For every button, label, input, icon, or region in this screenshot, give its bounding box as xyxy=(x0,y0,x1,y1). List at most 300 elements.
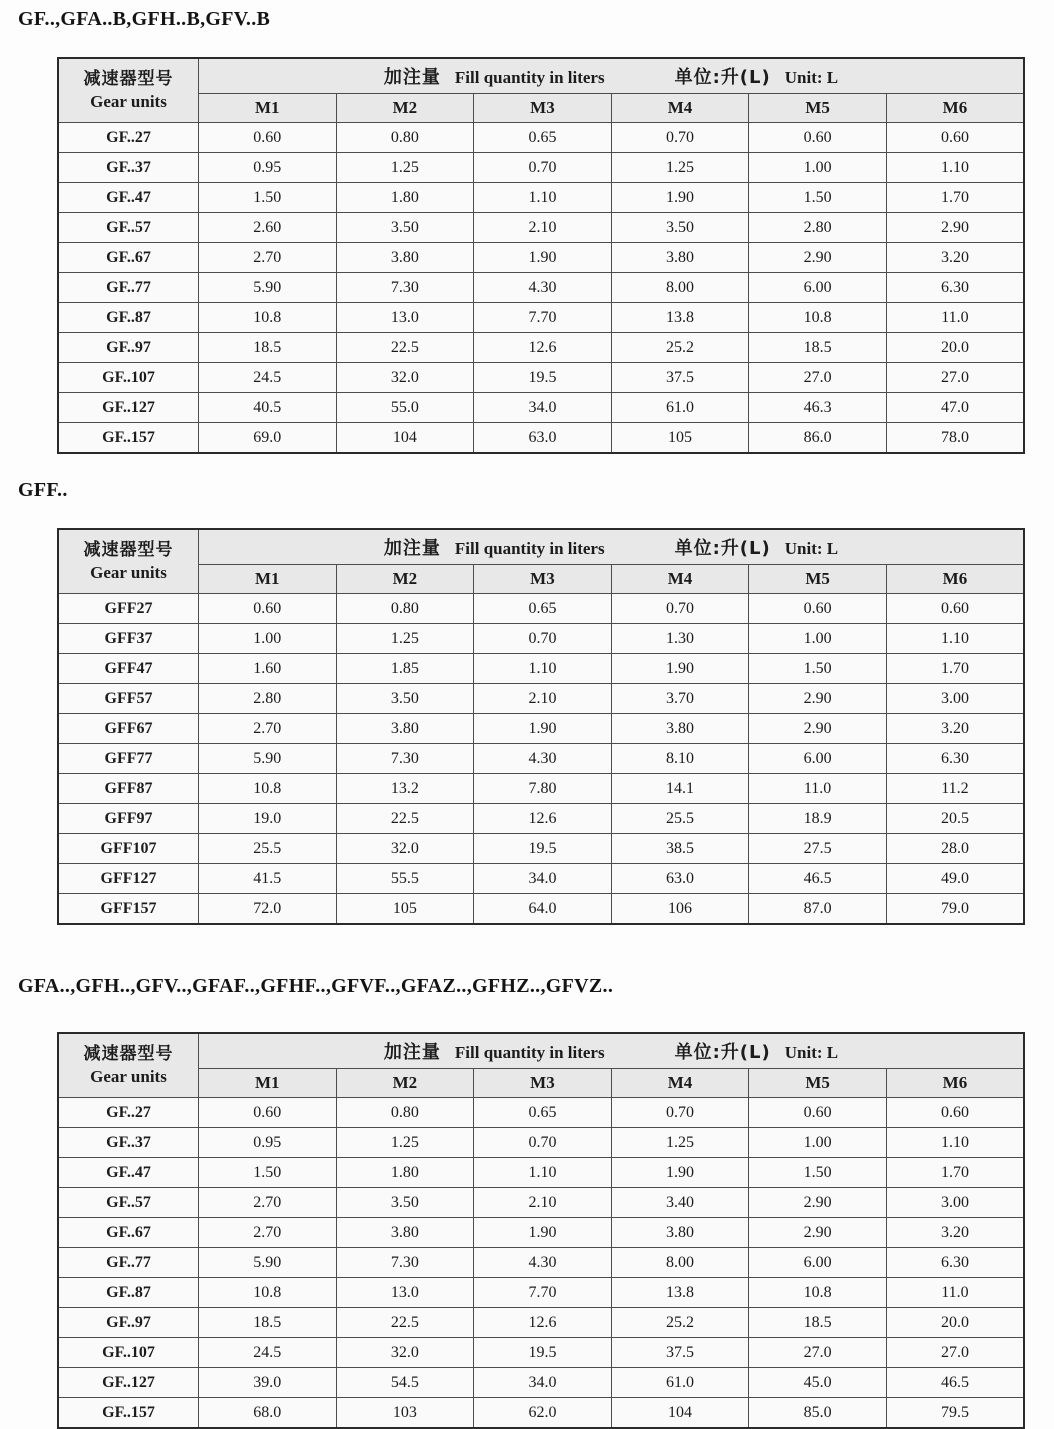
value-cell: 20.5 xyxy=(886,804,1024,834)
model-cell: GFF97 xyxy=(58,804,199,834)
value-cell: 0.60 xyxy=(749,594,887,624)
model-cell: GF..67 xyxy=(58,243,199,273)
model-cell: GF..27 xyxy=(58,1098,199,1128)
column-header: M3 xyxy=(474,565,612,594)
table-row xyxy=(58,744,1024,774)
value-cell: 1.50 xyxy=(749,183,887,213)
value-cell: 27.0 xyxy=(749,363,887,393)
value-cell: 6.00 xyxy=(749,744,887,774)
gear-units-header xyxy=(58,1033,199,1098)
value-cell: 4.30 xyxy=(474,273,612,303)
model-cell: GFF27 xyxy=(58,594,199,624)
value-cell: 7.30 xyxy=(336,273,474,303)
value-cell: 12.6 xyxy=(474,804,612,834)
value-cell: 79.5 xyxy=(886,1398,1024,1429)
value-cell: 3.80 xyxy=(336,1218,474,1248)
table-row xyxy=(58,1338,1024,1368)
value-cell: 34.0 xyxy=(474,393,612,423)
value-cell: 6.30 xyxy=(886,273,1024,303)
value-cell: 47.0 xyxy=(886,393,1024,423)
value-cell: 46.5 xyxy=(886,1368,1024,1398)
model-cell: GF..107 xyxy=(58,1338,199,1368)
value-cell: 45.0 xyxy=(749,1368,887,1398)
value-cell: 19.0 xyxy=(199,804,337,834)
model-cell: GF..87 xyxy=(58,1278,199,1308)
value-cell: 2.10 xyxy=(474,1188,612,1218)
column-header: M6 xyxy=(886,1069,1024,1098)
value-cell: 72.0 xyxy=(199,894,337,925)
value-cell: 3.50 xyxy=(336,684,474,714)
model-cell: GF..47 xyxy=(58,183,199,213)
model-cell: GF..77 xyxy=(58,273,199,303)
value-cell: 3.00 xyxy=(886,1188,1024,1218)
column-header: M3 xyxy=(474,94,612,123)
model-cell: GF..87 xyxy=(58,303,199,333)
value-cell: 32.0 xyxy=(336,834,474,864)
value-cell: 1.80 xyxy=(336,1158,474,1188)
value-cell: 2.70 xyxy=(199,1188,337,1218)
value-cell: 41.5 xyxy=(199,864,337,894)
value-cell: 78.0 xyxy=(886,423,1024,454)
value-cell: 7.30 xyxy=(336,1248,474,1278)
value-cell: 22.5 xyxy=(336,804,474,834)
table-row xyxy=(58,864,1024,894)
value-cell: 13.8 xyxy=(611,303,749,333)
value-cell: 25.2 xyxy=(611,333,749,363)
value-cell: 6.00 xyxy=(749,1248,887,1278)
value-cell: 1.25 xyxy=(336,624,474,654)
fill-quantity-header xyxy=(199,58,1025,94)
value-cell: 27.5 xyxy=(749,834,887,864)
value-cell: 0.95 xyxy=(199,153,337,183)
value-cell: 0.60 xyxy=(749,123,887,153)
model-cell: GFF57 xyxy=(58,684,199,714)
value-cell: 3.50 xyxy=(611,213,749,243)
value-cell: 1.60 xyxy=(199,654,337,684)
value-cell: 2.90 xyxy=(749,1188,887,1218)
value-cell: 38.5 xyxy=(611,834,749,864)
table-row xyxy=(58,594,1024,624)
value-cell: 32.0 xyxy=(336,1338,474,1368)
value-cell: 37.5 xyxy=(611,1338,749,1368)
value-cell: 69.0 xyxy=(199,423,337,454)
value-cell: 3.80 xyxy=(611,1218,749,1248)
column-header: M5 xyxy=(749,94,887,123)
value-cell: 0.70 xyxy=(474,624,612,654)
value-cell: 105 xyxy=(336,894,474,925)
value-cell: 2.80 xyxy=(199,684,337,714)
value-cell: 3.50 xyxy=(336,213,474,243)
table-row xyxy=(58,1158,1024,1188)
value-cell: 2.90 xyxy=(749,714,887,744)
value-cell: 2.70 xyxy=(199,1218,337,1248)
value-cell: 25.5 xyxy=(199,834,337,864)
value-cell: 1.30 xyxy=(611,624,749,654)
table-row xyxy=(58,1248,1024,1278)
value-cell: 0.80 xyxy=(336,594,474,624)
value-cell: 61.0 xyxy=(611,1368,749,1398)
value-cell: 85.0 xyxy=(749,1398,887,1429)
table-row xyxy=(58,303,1024,333)
value-cell: 87.0 xyxy=(749,894,887,925)
value-cell: 3.20 xyxy=(886,1218,1024,1248)
value-cell: 1.25 xyxy=(336,153,474,183)
column-header: M2 xyxy=(336,565,474,594)
model-cell: GFF107 xyxy=(58,834,199,864)
value-cell: 1.25 xyxy=(611,153,749,183)
value-cell: 63.0 xyxy=(611,864,749,894)
value-cell: 28.0 xyxy=(886,834,1024,864)
value-cell: 0.70 xyxy=(611,594,749,624)
value-cell: 13.8 xyxy=(611,1278,749,1308)
value-cell: 46.3 xyxy=(749,393,887,423)
table-row xyxy=(58,333,1024,363)
value-cell: 3.20 xyxy=(886,714,1024,744)
fill-quantity-table xyxy=(57,57,1025,454)
value-cell: 64.0 xyxy=(474,894,612,925)
value-cell: 18.5 xyxy=(199,1308,337,1338)
value-cell: 0.60 xyxy=(749,1098,887,1128)
value-cell: 11.0 xyxy=(886,303,1024,333)
value-cell: 1.90 xyxy=(611,183,749,213)
value-cell: 105 xyxy=(611,423,749,454)
value-cell: 0.60 xyxy=(199,123,337,153)
value-cell: 3.50 xyxy=(336,1188,474,1218)
value-cell: 104 xyxy=(336,423,474,454)
table-row xyxy=(58,1308,1024,1338)
value-cell: 1.50 xyxy=(749,1158,887,1188)
table-row xyxy=(58,894,1024,925)
value-cell: 1.00 xyxy=(749,1128,887,1158)
value-cell: 5.90 xyxy=(199,744,337,774)
value-cell: 20.0 xyxy=(886,333,1024,363)
value-cell: 8.00 xyxy=(611,1248,749,1278)
model-cell: GFF77 xyxy=(58,744,199,774)
model-cell: GFF87 xyxy=(58,774,199,804)
value-cell: 7.80 xyxy=(474,774,612,804)
value-cell: 2.60 xyxy=(199,213,337,243)
value-cell: 22.5 xyxy=(336,1308,474,1338)
value-cell: 0.70 xyxy=(474,153,612,183)
value-cell: 3.80 xyxy=(611,243,749,273)
value-cell: 2.90 xyxy=(886,213,1024,243)
table-row xyxy=(58,834,1024,864)
value-cell: 2.80 xyxy=(749,213,887,243)
fill-quantity-header xyxy=(199,1033,1025,1069)
value-cell: 54.5 xyxy=(336,1368,474,1398)
value-cell: 79.0 xyxy=(886,894,1024,925)
value-cell: 1.90 xyxy=(474,1218,612,1248)
value-cell: 27.0 xyxy=(886,1338,1024,1368)
value-cell: 2.70 xyxy=(199,714,337,744)
value-cell: 10.8 xyxy=(749,1278,887,1308)
value-cell: 1.10 xyxy=(474,654,612,684)
table-row xyxy=(58,684,1024,714)
column-header: M3 xyxy=(474,1069,612,1098)
table-row xyxy=(58,213,1024,243)
value-cell: 13.0 xyxy=(336,303,474,333)
model-cell: GF..37 xyxy=(58,153,199,183)
gear-units-header-en: Gear units xyxy=(90,563,167,583)
column-header: M2 xyxy=(336,94,474,123)
section-title: GFF.. xyxy=(18,479,68,501)
model-cell: GF..127 xyxy=(58,393,199,423)
table-row xyxy=(58,1128,1024,1158)
model-cell: GF..57 xyxy=(58,213,199,243)
value-cell: 25.2 xyxy=(611,1308,749,1338)
fill-quantity-label-en: Fill quantity in liters xyxy=(454,539,605,558)
value-cell: 0.65 xyxy=(474,123,612,153)
column-header: M1 xyxy=(199,94,337,123)
value-cell: 7.70 xyxy=(474,1278,612,1308)
section-title: GFA..,GFH..,GFV..,GFAF..,GFHF..,GFVF..,GFAZ..,GFHZ..,GFVZ.. xyxy=(18,975,614,997)
model-cell: GF..97 xyxy=(58,333,199,363)
value-cell: 0.60 xyxy=(886,594,1024,624)
value-cell: 1.10 xyxy=(474,1158,612,1188)
value-cell: 18.5 xyxy=(749,333,887,363)
value-cell: 86.0 xyxy=(749,423,887,454)
value-cell: 1.25 xyxy=(336,1128,474,1158)
value-cell: 55.0 xyxy=(336,393,474,423)
value-cell: 24.5 xyxy=(199,1338,337,1368)
value-cell: 1.90 xyxy=(611,1158,749,1188)
table-row xyxy=(58,273,1024,303)
table-row xyxy=(58,1278,1024,1308)
value-cell: 1.80 xyxy=(336,183,474,213)
value-cell: 3.70 xyxy=(611,684,749,714)
value-cell: 40.5 xyxy=(199,393,337,423)
table-row xyxy=(58,1368,1024,1398)
value-cell: 24.5 xyxy=(199,363,337,393)
value-cell: 2.90 xyxy=(749,684,887,714)
table-row xyxy=(58,804,1024,834)
model-cell: GF..77 xyxy=(58,1248,199,1278)
column-header: M5 xyxy=(749,565,887,594)
value-cell: 1.00 xyxy=(749,153,887,183)
value-cell: 0.80 xyxy=(336,1098,474,1128)
value-cell: 10.8 xyxy=(749,303,887,333)
model-cell: GF..47 xyxy=(58,1158,199,1188)
value-cell: 2.90 xyxy=(749,243,887,273)
table-row xyxy=(58,423,1024,454)
value-cell: 62.0 xyxy=(474,1398,612,1429)
value-cell: 34.0 xyxy=(474,1368,612,1398)
value-cell: 7.30 xyxy=(336,744,474,774)
gear-units-header xyxy=(58,58,199,123)
value-cell: 68.0 xyxy=(199,1398,337,1429)
table-row xyxy=(58,624,1024,654)
model-cell: GF..97 xyxy=(58,1308,199,1338)
column-header: M4 xyxy=(611,565,749,594)
value-cell: 1.50 xyxy=(199,1158,337,1188)
gear-units-header xyxy=(58,529,199,594)
value-cell: 2.70 xyxy=(199,243,337,273)
value-cell: 6.00 xyxy=(749,273,887,303)
fill-quantity-header xyxy=(199,529,1025,565)
fill-quantity-table xyxy=(57,1032,1025,1429)
value-cell: 39.0 xyxy=(199,1368,337,1398)
value-cell: 1.50 xyxy=(749,654,887,684)
table-row xyxy=(58,714,1024,744)
value-cell: 12.6 xyxy=(474,333,612,363)
value-cell: 106 xyxy=(611,894,749,925)
value-cell: 0.60 xyxy=(199,1098,337,1128)
value-cell: 1.70 xyxy=(886,183,1024,213)
value-cell: 18.5 xyxy=(199,333,337,363)
table-row xyxy=(58,774,1024,804)
value-cell: 27.0 xyxy=(749,1338,887,1368)
column-header: M4 xyxy=(611,1069,749,1098)
fill-quantity-table xyxy=(57,528,1025,925)
column-header: M2 xyxy=(336,1069,474,1098)
value-cell: 3.80 xyxy=(336,243,474,273)
value-cell: 22.5 xyxy=(336,333,474,363)
fill-quantity-label-zh: 加注量 xyxy=(383,67,441,88)
value-cell: 6.30 xyxy=(886,744,1024,774)
column-header: M4 xyxy=(611,94,749,123)
value-cell: 61.0 xyxy=(611,393,749,423)
value-cell: 25.5 xyxy=(611,804,749,834)
value-cell: 1.10 xyxy=(886,1128,1024,1158)
model-cell: GF..157 xyxy=(58,1398,199,1429)
value-cell: 5.90 xyxy=(199,273,337,303)
unit-label-zh: 单位:升(L) xyxy=(674,1042,771,1063)
value-cell: 18.5 xyxy=(749,1308,887,1338)
value-cell: 27.0 xyxy=(886,363,1024,393)
value-cell: 2.10 xyxy=(474,684,612,714)
column-header: M1 xyxy=(199,1069,337,1098)
value-cell: 1.85 xyxy=(336,654,474,684)
value-cell: 0.60 xyxy=(886,1098,1024,1128)
fill-quantity-label-zh: 加注量 xyxy=(383,1042,441,1063)
model-cell: GFF127 xyxy=(58,864,199,894)
unit-label-en: Unit: L xyxy=(784,539,839,558)
value-cell: 46.5 xyxy=(749,864,887,894)
value-cell: 1.00 xyxy=(199,624,337,654)
model-cell: GF..37 xyxy=(58,1128,199,1158)
value-cell: 11.2 xyxy=(886,774,1024,804)
value-cell: 0.80 xyxy=(336,123,474,153)
value-cell: 1.90 xyxy=(611,654,749,684)
value-cell: 19.5 xyxy=(474,363,612,393)
value-cell: 0.70 xyxy=(611,123,749,153)
value-cell: 0.60 xyxy=(199,594,337,624)
column-header: M5 xyxy=(749,1069,887,1098)
value-cell: 18.9 xyxy=(749,804,887,834)
model-cell: GF..57 xyxy=(58,1188,199,1218)
value-cell: 1.25 xyxy=(611,1128,749,1158)
value-cell: 3.00 xyxy=(886,684,1024,714)
value-cell: 3.40 xyxy=(611,1188,749,1218)
value-cell: 10.8 xyxy=(199,1278,337,1308)
value-cell: 1.70 xyxy=(886,1158,1024,1188)
model-cell: GF..27 xyxy=(58,123,199,153)
value-cell: 6.30 xyxy=(886,1248,1024,1278)
value-cell: 20.0 xyxy=(886,1308,1024,1338)
value-cell: 13.0 xyxy=(336,1278,474,1308)
unit-label-en: Unit: L xyxy=(784,1043,839,1062)
table-row xyxy=(58,1218,1024,1248)
value-cell: 0.95 xyxy=(199,1128,337,1158)
gear-units-header-zh: 减速器型号 xyxy=(83,1043,174,1064)
model-cell: GFF47 xyxy=(58,654,199,684)
value-cell: 0.70 xyxy=(474,1128,612,1158)
fill-quantity-label-en: Fill quantity in liters xyxy=(454,1043,605,1062)
table-row xyxy=(58,183,1024,213)
value-cell: 37.5 xyxy=(611,363,749,393)
value-cell: 49.0 xyxy=(886,864,1024,894)
value-cell: 3.80 xyxy=(336,714,474,744)
fill-quantity-label-en: Fill quantity in liters xyxy=(454,68,605,87)
gear-units-header-en: Gear units xyxy=(90,1067,167,1087)
value-cell: 1.50 xyxy=(199,183,337,213)
table-row xyxy=(58,393,1024,423)
column-header: M6 xyxy=(886,565,1024,594)
value-cell: 10.8 xyxy=(199,303,337,333)
value-cell: 8.10 xyxy=(611,744,749,774)
model-cell: GF..107 xyxy=(58,363,199,393)
value-cell: 10.8 xyxy=(199,774,337,804)
table-row xyxy=(58,1098,1024,1128)
unit-label-zh: 单位:升(L) xyxy=(674,67,771,88)
value-cell: 0.65 xyxy=(474,594,612,624)
gear-units-header-zh: 减速器型号 xyxy=(83,68,174,89)
value-cell: 7.70 xyxy=(474,303,612,333)
value-cell: 12.6 xyxy=(474,1308,612,1338)
model-cell: GF..67 xyxy=(58,1218,199,1248)
value-cell: 1.10 xyxy=(886,624,1024,654)
model-cell: GF..127 xyxy=(58,1368,199,1398)
table-row xyxy=(58,654,1024,684)
value-cell: 2.10 xyxy=(474,213,612,243)
value-cell: 1.90 xyxy=(474,243,612,273)
table-row xyxy=(58,1398,1024,1429)
gear-units-header-zh: 减速器型号 xyxy=(83,539,174,560)
model-cell: GFF37 xyxy=(58,624,199,654)
value-cell: 4.30 xyxy=(474,1248,612,1278)
value-cell: 11.0 xyxy=(749,774,887,804)
value-cell: 103 xyxy=(336,1398,474,1429)
value-cell: 63.0 xyxy=(474,423,612,454)
table-row xyxy=(58,363,1024,393)
model-cell: GFF67 xyxy=(58,714,199,744)
unit-label-zh: 单位:升(L) xyxy=(674,538,771,559)
table-row xyxy=(58,243,1024,273)
value-cell: 1.70 xyxy=(886,654,1024,684)
value-cell: 1.10 xyxy=(886,153,1024,183)
value-cell: 55.5 xyxy=(336,864,474,894)
value-cell: 14.1 xyxy=(611,774,749,804)
table-row xyxy=(58,1188,1024,1218)
value-cell: 1.90 xyxy=(474,714,612,744)
value-cell: 0.70 xyxy=(611,1098,749,1128)
value-cell: 1.00 xyxy=(749,624,887,654)
value-cell: 34.0 xyxy=(474,864,612,894)
value-cell: 104 xyxy=(611,1398,749,1429)
value-cell: 3.80 xyxy=(611,714,749,744)
value-cell: 19.5 xyxy=(474,834,612,864)
column-header: M1 xyxy=(199,565,337,594)
unit-label-en: Unit: L xyxy=(784,68,839,87)
value-cell: 13.2 xyxy=(336,774,474,804)
model-cell: GFF157 xyxy=(58,894,199,925)
value-cell: 5.90 xyxy=(199,1248,337,1278)
fill-quantity-label-zh: 加注量 xyxy=(383,538,441,559)
value-cell: 2.90 xyxy=(749,1218,887,1248)
value-cell: 1.10 xyxy=(474,183,612,213)
value-cell: 3.20 xyxy=(886,243,1024,273)
column-header: M6 xyxy=(886,94,1024,123)
